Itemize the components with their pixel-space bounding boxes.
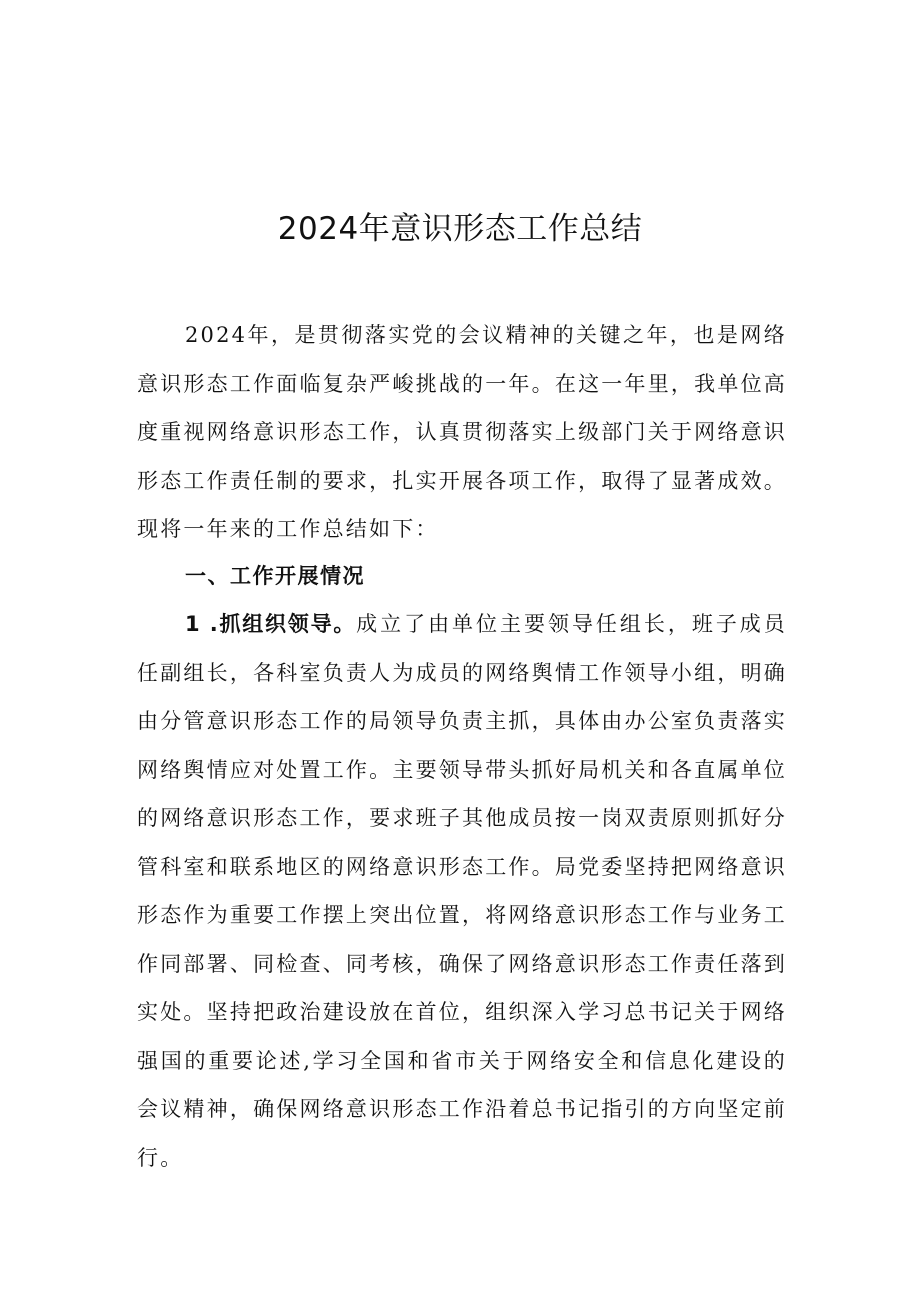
section-heading-container [137,552,787,601]
item-1-paragraph [137,600,787,1182]
section-1-heading: 一、工作开展情况 [185,564,365,588]
item-1-text: 成立了由单位主要领导任组长，班子成员任副组长，各科室负责人为成员的网络舆情工作领导小组，明确由分管意识形态工作的局领导负责主抓，具体由办公室负责落实网络舆情应对处置工作。主要领导带头抓好局机关和各直属单位的网络意识形态工作，要求班子其他成员按一岗双责原则抓好分管科室和联系地区的网络意识形态工作。局党委坚持把网络意识形态作为重要工作摆上突出位置，将网络意识形态工作与业务工作同部署、同检查、同考核，确保了网络意识形态工作责任落到实处。坚持把政治建设放在首位，组织深入学习总书记关于网络强国的重要论述,学习全国和省市关于网络安全和信息化建设的会议精神，确保网络意识形态工作沿着总书记指引的方向坚定前行。 [137,612,787,1170]
intro-section [137,311,787,554]
document-title: 2024年意识形态工作总结 [277,211,643,247]
item-1-lead: 1 .抓组织领导。 [185,612,357,636]
section-1-body [137,600,787,1182]
intro-paragraph: 2024年，是贯彻落实党的会议精神的关键之年，也是网络意识形态工作面临复杂严峻挑战的一年。在这一年里，我单位高度重视网络意识形态工作，认真贯彻落实上级部门关于网络意识形态工作责任制的要求，扎实开展各项工作，取得了显著成效。现将一年来的工作总结如下： [137,323,787,541]
